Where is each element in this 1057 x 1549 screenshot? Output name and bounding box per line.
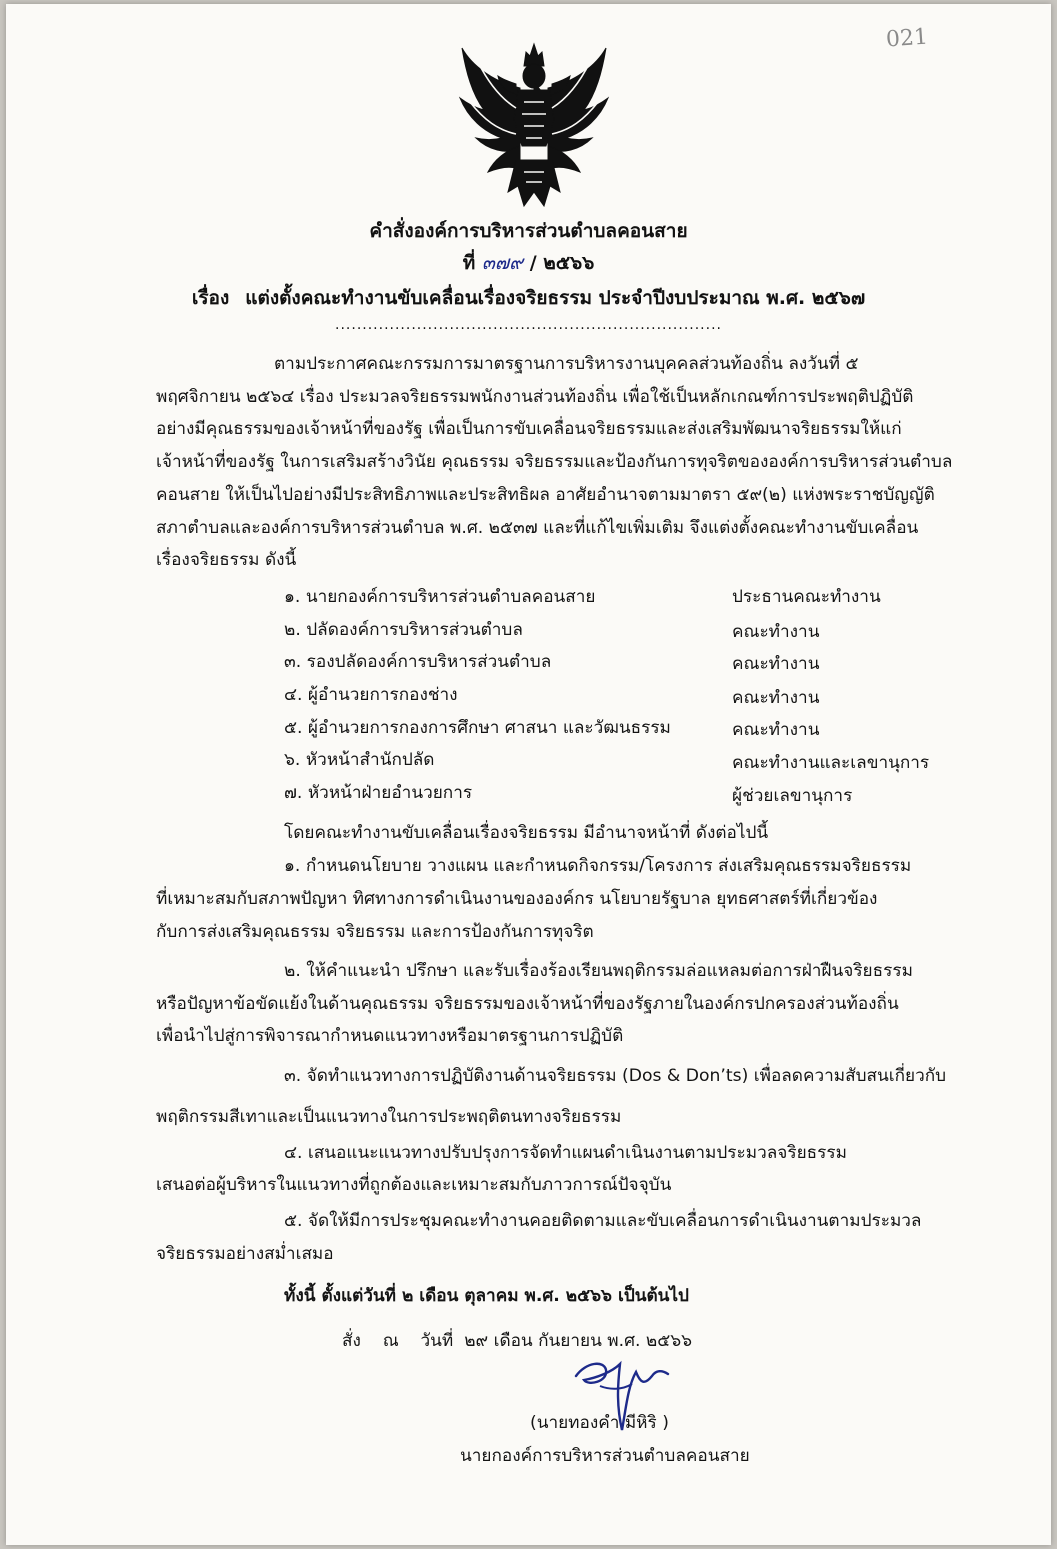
intro-line: สภาตำบลและองค์การบริหารส่วนตำบล พ.ศ. ๒๕๓๗ และที่แก้ไขเพิ่มเติม จึงแต่งตั้งคณะทำงานขับเคลื่อน xyxy=(156,518,919,538)
intro-line: อย่างมีคุณธรรมของเจ้าหน้าที่ของรัฐ เพื่อเป็นการขับเคลื่อนจริยธรรมและส่งเสริมพัฒนาจริยธรรมให้แก่ xyxy=(156,419,902,439)
intro-line: พฤศจิกายน ๒๕๖๔ เรื่อง ประมวลจริยธรรมพนักงานส่วนท้องถิ่น เพื่อใช้เป็นหลักเกณฑ์การประพฤติปฏิบัติ xyxy=(156,387,914,407)
intro-line: เจ้าหน้าที่ของรัฐ ในการเสริมสร้างวินัย คุณธรรม จริยธรรมและป้องกันการทุจริตขององค์การบริหารส่วนตำบล xyxy=(156,452,953,472)
order-number xyxy=(6,248,1051,278)
duties-intro: โดยคณะทำงานขับเคลื่อนเรื่องจริยธรรม มีอำนาจหน้าที่ ดังต่อไปนี้ xyxy=(284,823,769,843)
subject-text: แต่งตั้งคณะทำงานขับเคลื่อนเรื่องจริยธรรม ประจำปีงบประมาณ พ.ศ. ๒๕๖๗ xyxy=(245,287,866,309)
order-number-suffix: / ๒๕๖๖ xyxy=(529,252,595,274)
member-role: คณะทำงานและเลขานุการ xyxy=(732,753,930,773)
member-role: คณะทำงาน xyxy=(732,720,820,740)
order-date: สั่ง ณ วันที่ ๒๙ เดือน กันยายน พ.ศ. ๒๕๖๖ xyxy=(342,1331,693,1351)
duty-line: ๑. กำหนดนโยบาย วางแผน และกำหนดกิจกรรม/โครงการ ส่งเสริมคุณธรรมจริยธรรม xyxy=(284,856,912,876)
intro-line: เรื่องจริยธรรม ดังนี้ xyxy=(156,550,297,570)
order-number-handwritten: ๓๗๙ xyxy=(481,252,524,274)
member-name: ๔. ผู้อำนวยการกองช่าง xyxy=(284,685,458,705)
duty-line: ที่เหมาะสมกับสภาพปัญหา ทิศทางการดำเนินงานขององค์กร นโยบายรัฐบาล ยุทธศาสตร์ที่เกี่ยวข้อง xyxy=(156,889,878,909)
member-role: คณะทำงาน xyxy=(732,688,820,708)
member-name: ๒. ปลัดองค์การบริหารส่วนตำบล xyxy=(284,620,523,640)
member-role: ผู้ช่วยเลขานุการ xyxy=(732,786,853,806)
member-role: คณะทำงาน xyxy=(732,654,820,674)
duty-line: ๓. จัดทำแนวทางการปฏิบัติงานด้านจริยธรรม (Dos & Don’ts) เพื่อลดความสับสนเกี่ยวกับ xyxy=(284,1066,947,1086)
duty-line: ๒. ให้คำแนะนำ ปรึกษา และรับเรื่องร้องเรียนพฤติกรรมล่อแหลมต่อการฝ่าฝืนจริยธรรม xyxy=(284,961,913,981)
duty-line: เสนอต่อผู้บริหารในแนวทางที่ถูกต้องและเหมาะสมกับภาวการณ์ปัจจุบัน xyxy=(156,1175,672,1195)
member-name: ๕. ผู้อำนวยการกองการศึกษา ศาสนา และวัฒนธรรม xyxy=(284,718,671,738)
member-role: ประธานคณะทำงาน xyxy=(732,587,881,607)
order-number-prefix: ที่ xyxy=(462,252,476,274)
signatory-name: (นายทองคำ มีหิริ ) xyxy=(530,1413,669,1433)
effective-date: ทั้งนี้ ตั้งแต่วันที่ ๒ เดือน ตุลาคม พ.ศ. ๒๕๖๖ เป็นต้นไป xyxy=(284,1286,689,1306)
duty-line: กับการส่งเสริมคุณธรรม จริยธรรม และการป้องกันการทุจริต xyxy=(156,922,594,942)
duty-line: หรือปัญหาข้อขัดแย้งในด้านคุณธรรม จริยธรรมของเจ้าหน้าที่ของรัฐภายในองค์กรปกครองส่วนท้องถิ่น xyxy=(156,994,899,1014)
duty-line: จริยธรรมอย่างสม่ำเสมอ xyxy=(156,1244,334,1264)
duty-line: เพื่อนำไปสู่การพิจารณากำหนดแนวทางหรือมาตรฐานการปฏิบัติ xyxy=(156,1026,624,1046)
garuda-emblem-icon xyxy=(454,42,614,210)
document-page xyxy=(6,4,1051,1545)
member-name: ๖. หัวหน้าสำนักปลัด xyxy=(284,750,435,770)
intro-line: คอนสาย ให้เป็นไปอย่างมีประสิทธิภาพและประสิทธิผล อาศัยอำนาจตามมาตรา ๕๙(๒) แห่งพระราชบัญญัติ xyxy=(156,485,935,505)
intro-line: ตามประกาศคณะกรรมการมาตรฐานการบริหารงานบุคคลส่วนท้องถิ่น ลงวันที่ ๕ xyxy=(274,354,859,374)
member-name: ๑. นายกองค์การบริหารส่วนตำบลคอนสาย xyxy=(284,587,596,607)
header-divider: ....................................................................... xyxy=(335,317,722,333)
duty-line: ๔. เสนอแนะแนวทางปรับปรุงการจัดทำแผนดำเนินงานตามประมวลจริยธรรม xyxy=(284,1143,847,1163)
corner-handwritten-note: 021 xyxy=(885,24,929,53)
duty-line: พฤติกรรมสีเทาและเป็นแนวทางในการประพฤติตนทางจริยธรรม xyxy=(156,1107,622,1127)
signatory-title: นายกองค์การบริหารส่วนตำบลคอนสาย xyxy=(460,1446,750,1466)
subject-label: เรื่อง xyxy=(191,287,230,309)
duty-line: ๕. จัดให้มีการประชุมคณะทำงานคอยติดตามและขับเคลื่อนการดำเนินงานตามประมวล xyxy=(284,1211,922,1231)
member-name: ๗. หัวหน้าฝ่ายอำนวยการ xyxy=(284,783,473,803)
member-name: ๓. รองปลัดองค์การบริหารส่วนตำบล xyxy=(284,652,552,672)
order-title: คำสั่งองค์การบริหารส่วนตำบลคอนสาย xyxy=(369,220,688,242)
order-subject xyxy=(6,283,1051,313)
member-role: คณะทำงาน xyxy=(732,622,820,642)
